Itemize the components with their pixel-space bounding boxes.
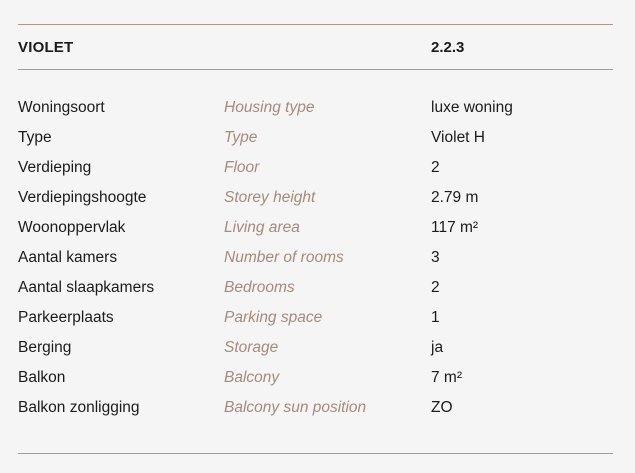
spec-row-type: [18, 123, 613, 153]
spec-table: [18, 70, 613, 423]
label-english: Housing type: [224, 99, 315, 116]
label-english: Storey height: [224, 189, 316, 206]
label-dutch: Woonoppervlak: [18, 219, 126, 236]
spec-row-housing-type: [18, 93, 613, 123]
spec-row-floor: [18, 153, 613, 183]
label-dutch: Balkon: [18, 369, 66, 386]
label-dutch: Aantal slaapkamers: [18, 279, 155, 296]
unit-title: VIOLET: [18, 38, 74, 56]
label-dutch: Berging: [18, 339, 72, 356]
label-dutch: Aantal kamers: [18, 249, 118, 266]
spec-row-rooms: [18, 243, 613, 273]
spec-row-storey-height: [18, 183, 613, 213]
label-english: Type: [224, 129, 258, 146]
spec-value: 3: [431, 249, 440, 266]
spec-row-balcony: [18, 363, 613, 393]
spec-value: ZO: [431, 399, 453, 416]
spec-header: [18, 25, 613, 69]
label-english: Balcony: [224, 369, 280, 386]
spec-row-balcony-sun: [18, 393, 613, 423]
label-english: Floor: [224, 159, 260, 176]
label-dutch: Verdiepingshoogte: [18, 189, 147, 206]
spec-value: 2: [431, 279, 440, 296]
label-dutch: Type: [18, 129, 52, 146]
label-dutch: Balkon zonligging: [18, 399, 140, 416]
label-english: Bedrooms: [224, 279, 295, 296]
spec-value: ja: [431, 339, 444, 356]
label-english: Balcony sun position: [224, 399, 367, 416]
spec-value: 2: [431, 159, 440, 176]
spec-row-living-area: [18, 213, 613, 243]
spec-value: luxe woning: [431, 99, 513, 116]
label-english: Number of rooms: [224, 249, 344, 266]
unit-number: 2.2.3: [431, 38, 465, 56]
label-dutch: Parkeerplaats: [18, 309, 114, 326]
label-english: Storage: [224, 339, 279, 356]
spec-value: 2.79 m: [431, 189, 479, 206]
spec-value: 1: [431, 309, 440, 326]
label-dutch: Verdieping: [18, 159, 92, 176]
spec-value: 117 m²: [431, 219, 479, 236]
bottom-divider: [18, 453, 613, 454]
spec-value: 7 m²: [431, 369, 462, 386]
label-dutch: Woningsoort: [18, 99, 105, 116]
spec-row-storage: [18, 333, 613, 363]
unit-spec-sheet: [18, 24, 613, 454]
spec-row-parking: [18, 303, 613, 333]
label-english: Living area: [224, 219, 300, 236]
label-english: Parking space: [224, 309, 323, 326]
spec-value: Violet H: [431, 129, 485, 146]
spec-row-bedrooms: [18, 273, 613, 303]
